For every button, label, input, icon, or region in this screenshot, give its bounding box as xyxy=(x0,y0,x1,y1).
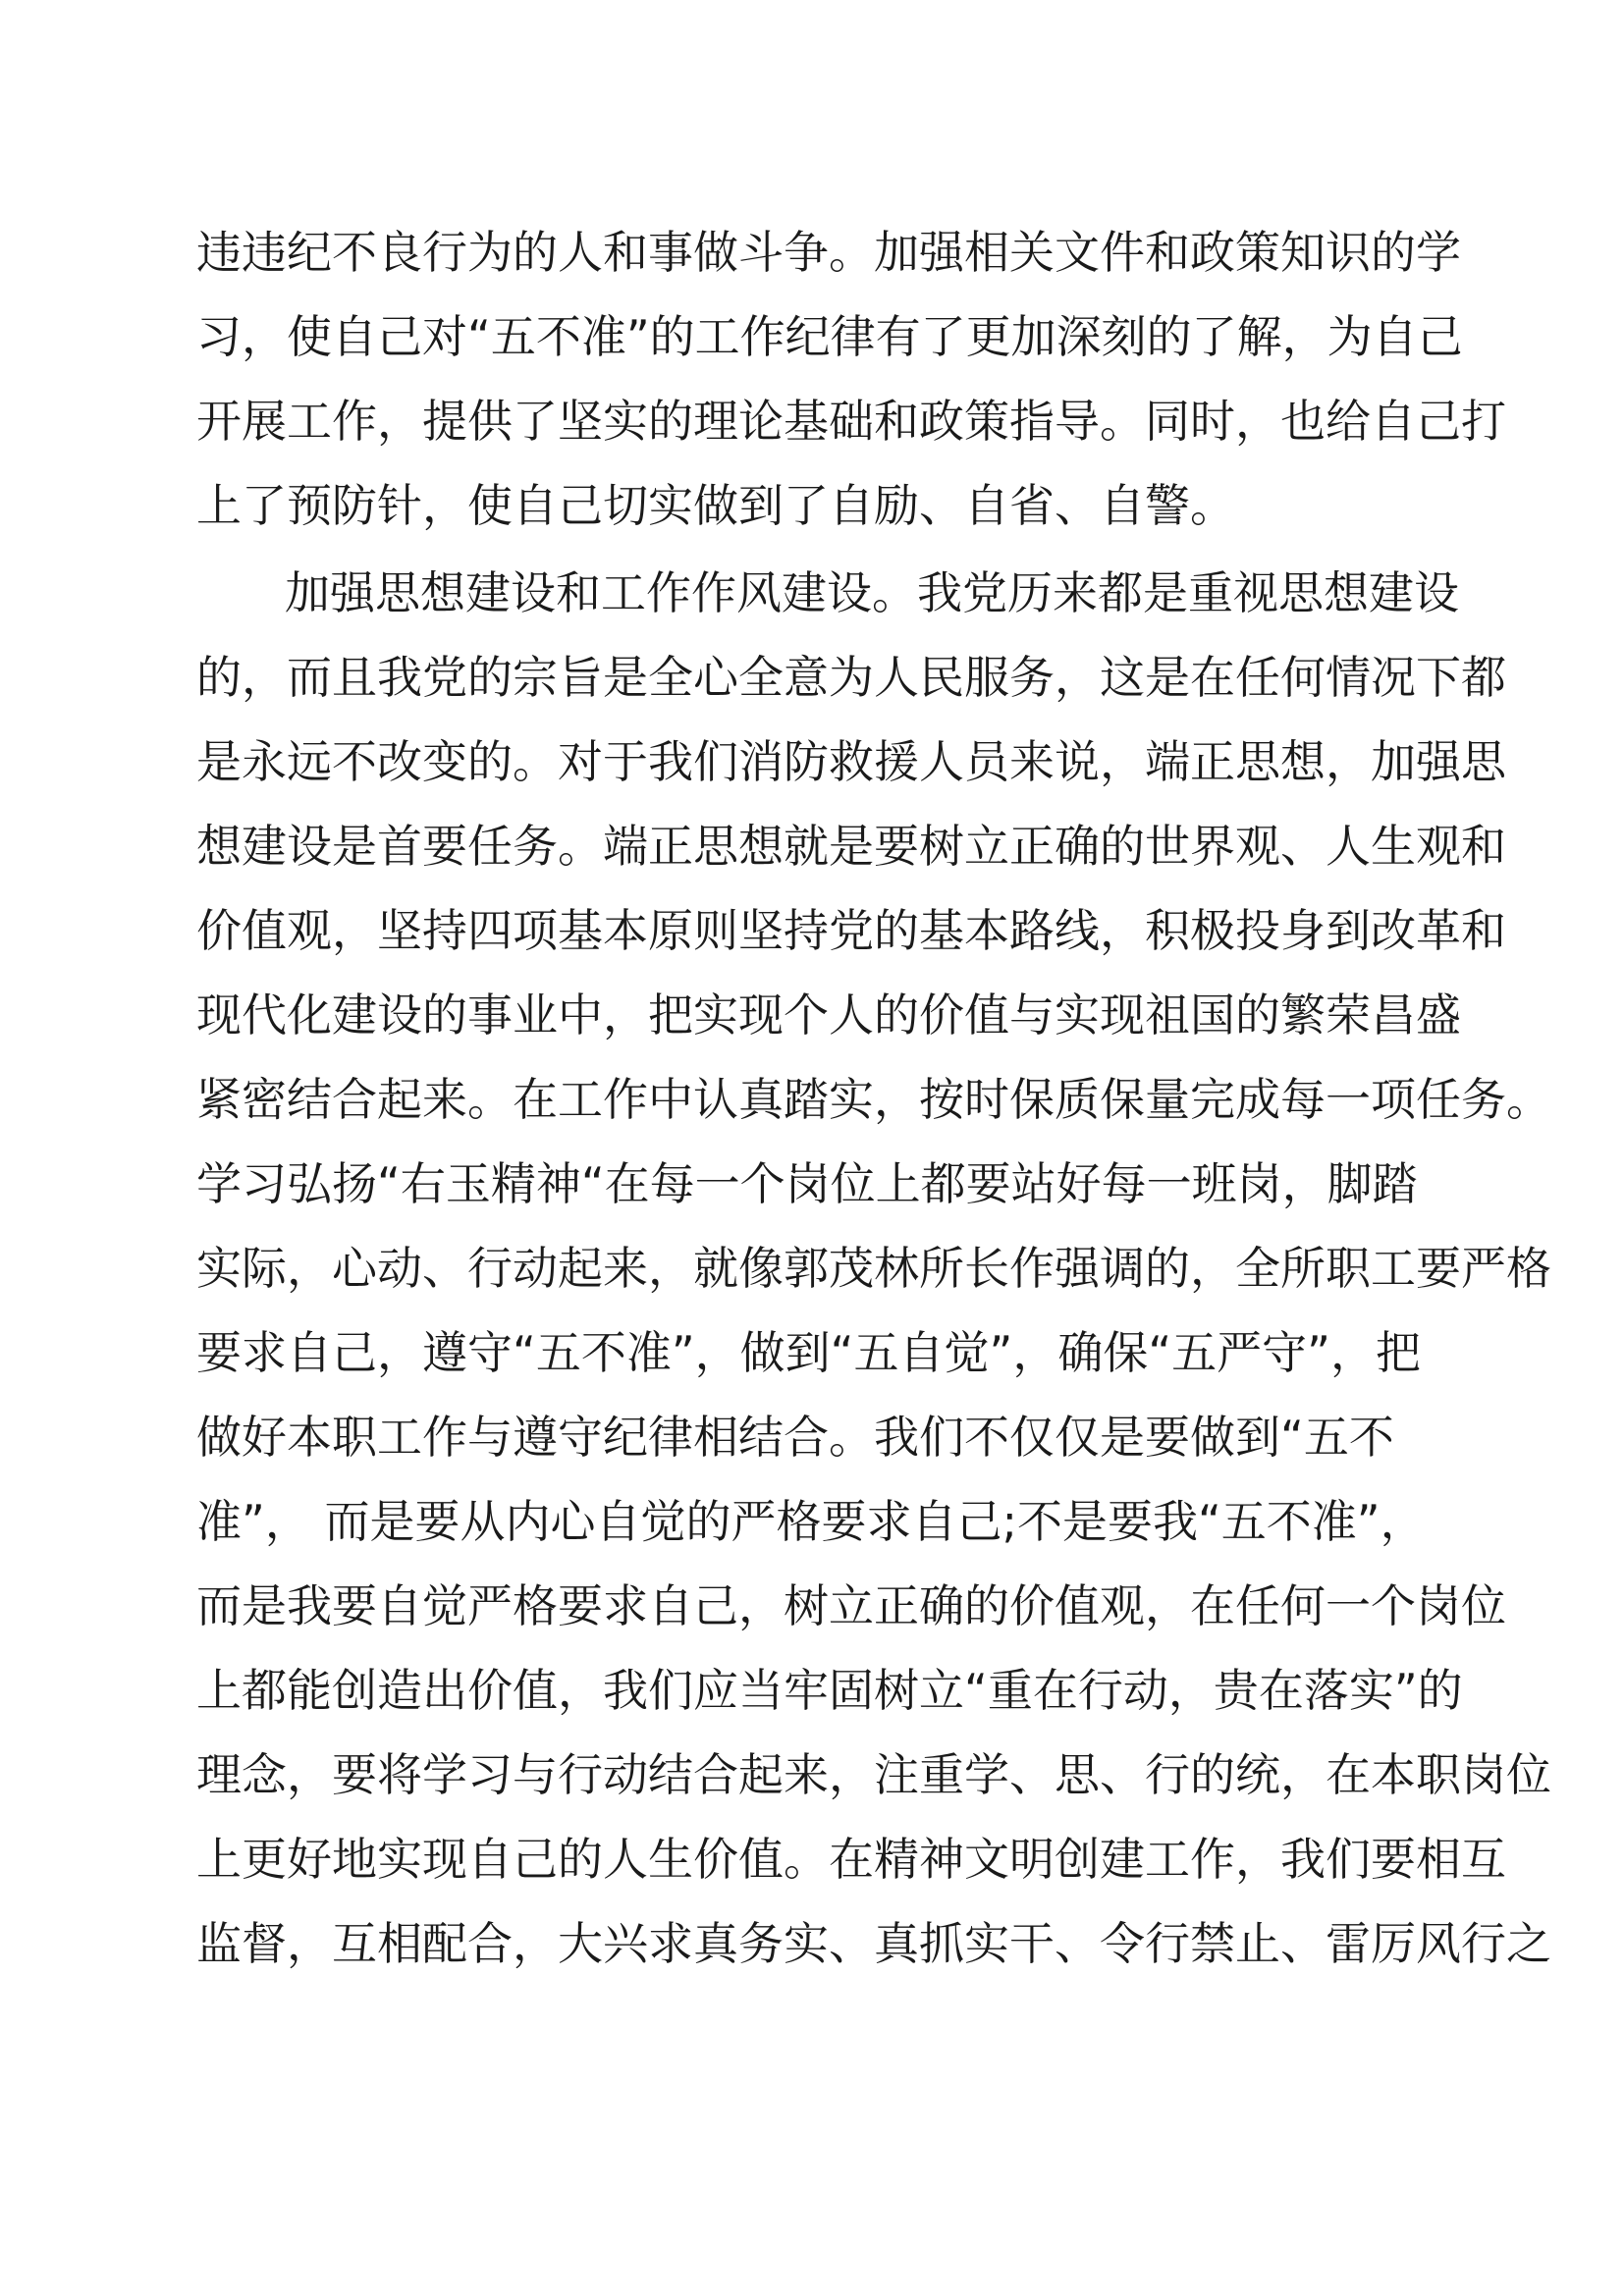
paragraph-2-line-16: 上更好地实现自己的人生价值。在精神文明创建工作，我们要相互 xyxy=(196,1833,1506,1886)
paragraph-2-line-11: 做好本职工作与遵守纪律相结合。我们不仅仅是要做到“五不 xyxy=(196,1411,1394,1464)
paragraph-2-line-12: 准”， 而是要从内心自觉的严格要求自己;不是要我“五不准”， xyxy=(196,1495,1426,1548)
paragraph-2-line-6: 现代化建设的事业中，把实现个人的价值与实现祖国的繁荣昌盛 xyxy=(196,988,1461,1041)
paragraph-2-line-3: 是永远不改变的。对于我们消防救援人员来说，端正思想，加强思 xyxy=(196,735,1506,788)
paragraph-2-line-10: 要求自己，遵守“五不准”，做到“五自觉”，确保“五严守”，把 xyxy=(196,1326,1421,1379)
paragraph-2-line-13: 而是我要自觉严格要求自己，树立正确的价值观，在任何一个岗位 xyxy=(196,1579,1506,1632)
paragraph-1-line-1: 违违纪不良行为的人和事做斗争。加强相关文件和政策知识的学 xyxy=(196,226,1461,279)
paragraph-2-line-2: 的，而且我党的宗旨是全心全意为人民服务，这是在任何情况下都 xyxy=(196,651,1506,704)
paragraph-1-line-3: 开展工作，提供了坚实的理论基础和政策指导。同时，也给自己打 xyxy=(196,395,1506,448)
paragraph-2-line-15: 理念，要将学习与行动结合起来，注重学、思、行的统，在本职岗位 xyxy=(196,1748,1551,1801)
paragraph-2-line-7: 紧密结合起来。在工作中认真踏实，按时保质保量完成每一项任务。 xyxy=(196,1073,1551,1126)
paragraph-2-line-9: 实际，心动、行动起来，就像郭茂林所长作强调的，全所职工要严格 xyxy=(196,1242,1551,1295)
paragraph-1-line-4: 上了预防针，使自己切实做到了自励、自省、自警。 xyxy=(196,479,1235,532)
paragraph-2-line-1: 加强思想建设和工作作风建设。我党历来都是重视思想建设 xyxy=(285,566,1459,619)
paragraph-2-line-14: 上都能创造出价值，我们应当牢固树立“重在行动，贵在落实”的 xyxy=(196,1664,1463,1717)
paragraph-2-line-4: 想建设是首要任务。端正思想就是要树立正确的世界观、人生观和 xyxy=(196,820,1506,873)
paragraph-1-line-2: 习，使自己对“五不准”的工作纪律有了更加深刻的了解，为自己 xyxy=(196,310,1463,363)
paragraph-2-line-5: 价值观，坚持四项基本原则坚持党的基本路线，积极投身到改革和 xyxy=(196,904,1506,957)
paragraph-2-line-17: 监督，互相配合，大兴求真务实、真抓实干、令行禁止、雷厉风行之 xyxy=(196,1917,1551,1970)
paragraph-2-line-8: 学习弘扬“右玉精神“在每一个岗位上都要站好每一班岗，脚踏 xyxy=(196,1157,1418,1210)
